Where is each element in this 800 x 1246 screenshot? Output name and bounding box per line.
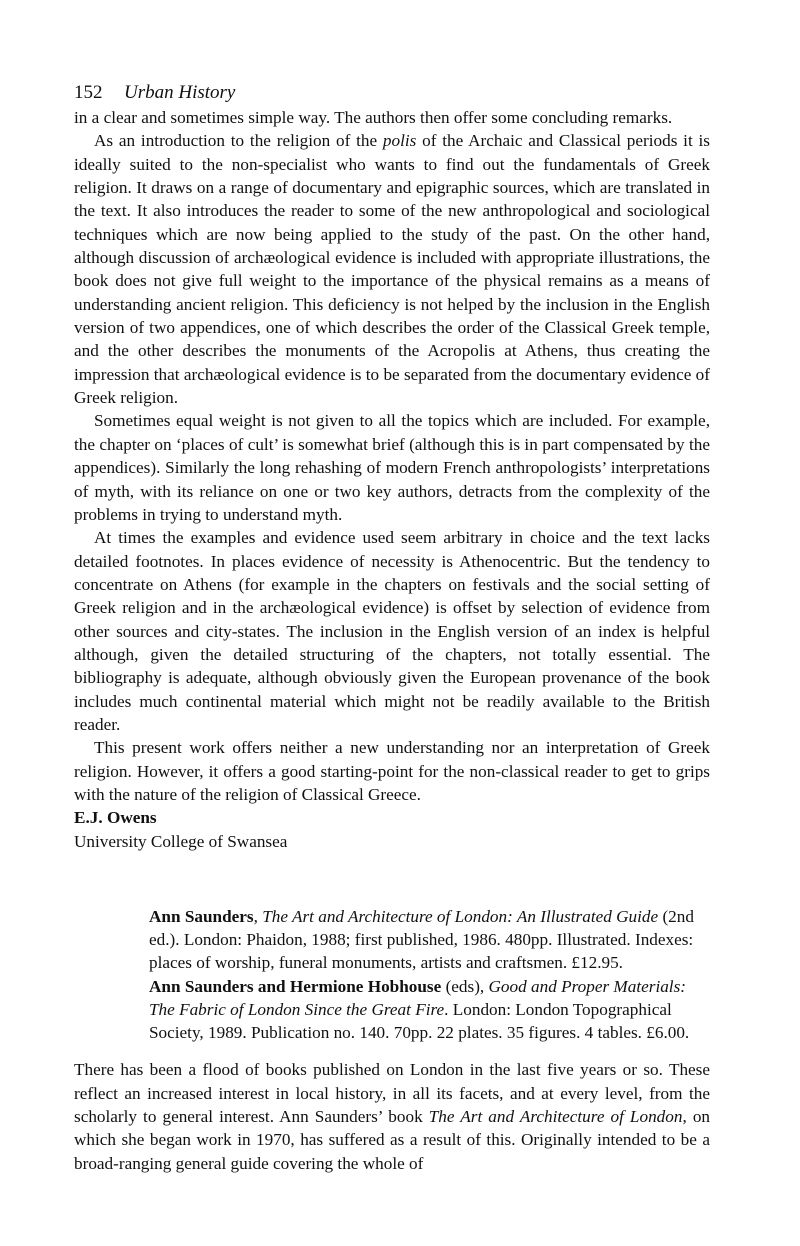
italic-term: polis (382, 131, 417, 151)
italic-book-title: The Art and Architecture of London (428, 1106, 683, 1126)
review-body (74, 106, 710, 853)
citation-title: The Art and Architecture of London: An Illustrated Guide (262, 907, 659, 926)
citation-details: . London: London Topographical Society, 1989. Publication no. 140. 70pp. 22 plates. 35 figures. 4 tables. £6.00. (149, 999, 690, 1043)
paragraph (74, 106, 710, 129)
paragraph (74, 1058, 710, 1175)
paragraph-text: Sometimes equal weight is not given to all the topics which are included. For example, the chapter on ‘places of cult’ is somewhat brief (although this is in part compensated by the appendices). Similarly the long rehashing of modern French anthropologists’ interpretations of myth, with its reliance on one or two key authors, detracts from the complexity of the problems in trying to understand myth. (74, 411, 710, 524)
paragraph (74, 736, 710, 806)
reviewer-affiliation: University College of Swansea (74, 831, 288, 851)
reviewer-name: E.J. Owens (74, 808, 157, 828)
citation-details: (2nd ed.). London: Phaidon, 1988; first published, 1986. 480pp. Illustrated. Indexes: places of worship, funeral monuments, artists and craftsmen. £12.95. (149, 907, 694, 973)
citation-separator: (eds), (441, 976, 489, 996)
paragraph (74, 409, 710, 526)
journal-page (74, 80, 710, 1175)
paragraph-text: At times the examples and evidence used seem arbitrary in choice and the text lacks detailed footnotes. In places evidence of necessity is Athenocentric. But the tendency to concentrate on Athens (for example in the chapters on festivals and the social setting of Greek religion and in the archæological evidence) is offset by selection of evidence from other sources and city-states. The inclusion in the English version of an index is helpful although, given the detailed structuring of the chapters, not totally essential. The bibliography is adequate, although obviously given the European provenance of the book includes much continental material which might not be readily available to the British reader. (74, 528, 710, 734)
page-number: 152 (74, 82, 103, 103)
paragraph (74, 526, 710, 736)
paragraph-text: As an introduction to the religion of the (94, 131, 383, 151)
paragraph-text: This present work offers neither a new understanding nor an interpretation of Greek religion. However, it offers a good starting-point for the non-classical reader to get to grips with the nature of the religion of Classical Greece. (74, 738, 710, 804)
book-citations (149, 905, 709, 1044)
citation-entry (149, 905, 709, 975)
citation-separator: , (253, 907, 263, 926)
running-head (74, 80, 710, 106)
paragraph-text: There has been a flood of books published on London in the last five years or so. These reflect an increased interest in local history, in all its facets, and at every level, from the scholarly to general interest. Ann Saunders’ book (74, 1060, 710, 1126)
paragraph-text: of the Archaic and Classical periods it is ideally suited to the non-specialist who wants to find out the fundamentals of Greek religion. It draws on a range of documentary and epigraphic sources, which are translated in the text. It also introduces the reader to some of the new anthropological and sociological techniques which are now being applied to the study of the past. On the other hand, although discussion of archæological evidence is included with appropriate illustrations, the book does not give full weight to the importance of the physical remains as a means of understanding ancient religion. This deficiency is not helped by the inclusion in the English version of two appendices, one of which describes the order of the Classical Greek temple, and the other describes the monuments of the Acropolis at Athens, thus creating the impression that archæological evidence is to be separated from the documentary evidence of Greek religion. (74, 131, 710, 408)
paragraph-text: in a clear and sometimes simple way. The authors then offer some concluding remarks. (74, 108, 673, 127)
citation-title: Good and Proper Materials: The Fabric of London Since the Great Fire (149, 976, 686, 1019)
journal-title: Urban History (124, 82, 236, 103)
paragraph-text: , on which she began work in 1970, has suffered as a result of this. Originally intended to be a broad-ranging general guide covering the whole of (74, 1106, 711, 1173)
second-review-body (74, 1058, 710, 1175)
citation-author: Ann Saunders (149, 907, 254, 926)
paragraph (74, 129, 710, 409)
citation-author: Ann Saunders and Hermione Hobhouse (149, 976, 442, 996)
citation-entry (149, 975, 709, 1045)
